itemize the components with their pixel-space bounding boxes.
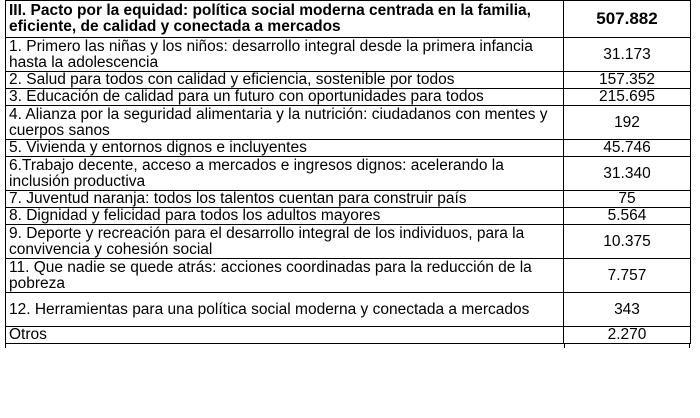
row-value: 2.270 — [564, 327, 691, 344]
table-row — [6, 72, 691, 89]
row-value: 5.564 — [564, 208, 691, 225]
table-row — [6, 106, 691, 140]
table-row — [6, 89, 691, 106]
row-label: 6.Trabajo decente, acceso a mercados e ingresos dignos: acelerando la inclusión productiva — [6, 157, 564, 191]
table-row — [6, 259, 691, 293]
row-value: 343 — [564, 293, 691, 327]
row-value: 31.173 — [564, 38, 691, 72]
table-continuation — [5, 344, 690, 348]
table-row — [6, 293, 691, 327]
header-label: III. Pacto por la equidad: política social moderna centrada en la familia, eficiente, de calidad y conectada a mercados — [6, 1, 564, 38]
row-value: 10.375 — [564, 225, 691, 259]
row-value: 157.352 — [564, 72, 691, 89]
table-row — [6, 191, 691, 208]
row-label: 7. Juventud naranja: todos los talentos cuentan para construir país — [6, 191, 564, 208]
table-row — [6, 38, 691, 72]
budget-table-container — [5, 0, 690, 348]
row-value: 215.695 — [564, 89, 691, 106]
row-value: 75 — [564, 191, 691, 208]
row-label: 8. Dignidad y felicidad para todos los adultos mayores — [6, 208, 564, 225]
header-value: 507.882 — [564, 1, 691, 38]
table-row — [6, 208, 691, 225]
row-label: 11. Que nadie se quede atrás: acciones coordinadas para la reducción de la pobreza — [6, 259, 564, 293]
table-row — [6, 225, 691, 259]
row-label: 12. Herramientas para una política social moderna y conectada a mercados — [6, 293, 564, 327]
table-header-row — [6, 1, 691, 38]
budget-table — [5, 0, 691, 344]
table-row — [6, 327, 691, 344]
row-value: 31.340 — [564, 157, 691, 191]
row-value: 7.757 — [564, 259, 691, 293]
table-row — [6, 157, 691, 191]
row-value: 192 — [564, 106, 691, 140]
row-label: 4. Alianza por la seguridad alimentaria y la nutrición: ciudadanos con mentes y cuerpos sanos — [6, 106, 564, 140]
row-label: Otros — [6, 327, 564, 344]
row-label: 9. Deporte y recreación para el desarrollo integral de los individuos, para la convivencia y cohesión social — [6, 225, 564, 259]
row-label: 3. Educación de calidad para un futuro con oportunidades para todos — [6, 89, 564, 106]
row-label: 1. Primero las niñas y los niños: desarrollo integral desde la primera infancia hasta la adolescencia — [6, 38, 564, 72]
table-row — [6, 140, 691, 157]
row-label: 2. Salud para todos con calidad y eficiencia, sostenible por todos — [6, 72, 564, 89]
row-value: 45.746 — [564, 140, 691, 157]
row-label: 5. Vivienda y entornos dignos e incluyentes — [6, 140, 564, 157]
